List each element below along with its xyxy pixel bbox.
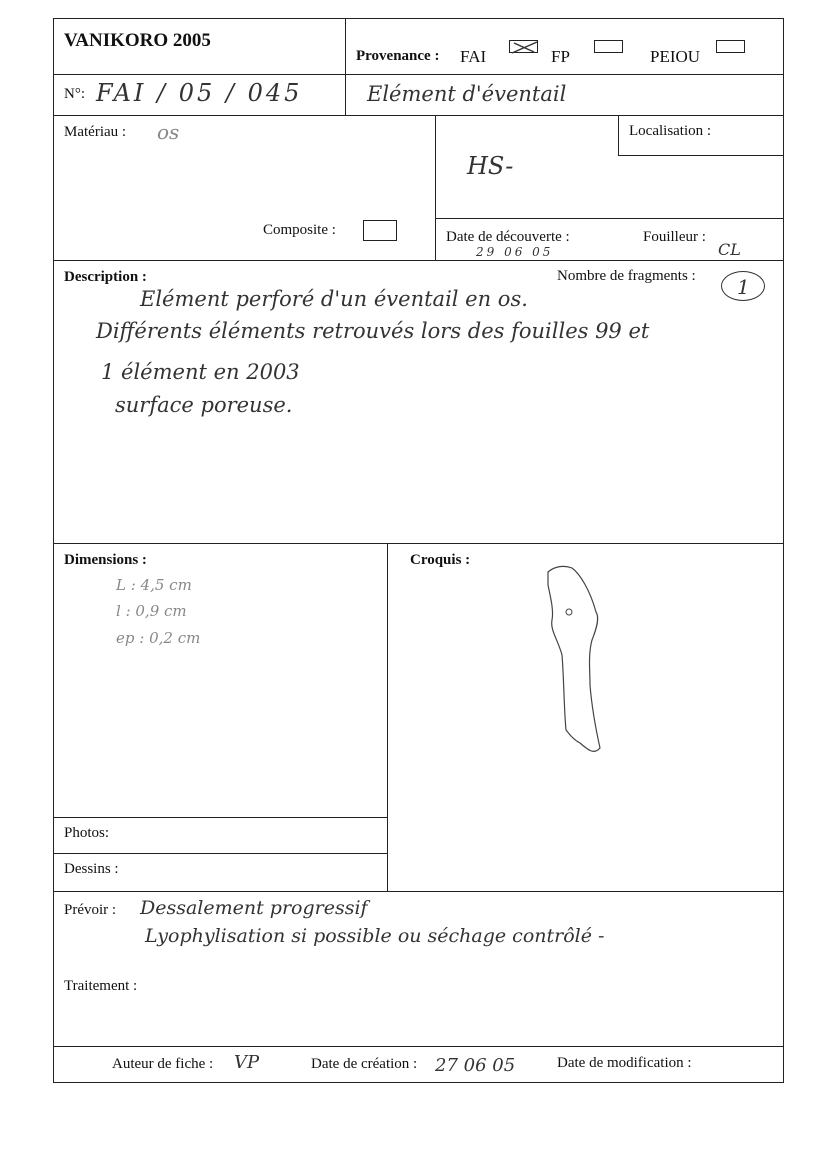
creation-value: 27 06 05 [435,1055,516,1076]
option-fai-label: FAI [460,47,487,66]
divider [435,218,784,219]
croquis-label: Croquis : [410,552,471,568]
creation-label: Date de création : [311,1056,418,1072]
record-number: FAI / 05 / 045 [96,79,303,107]
prevoir-label: Prévoir : [64,902,117,918]
description-line-1: Elément perforé d'un éventail en os. [140,287,528,311]
option-peiou-checkbox[interactable] [716,40,745,53]
photos-label: Photos: [64,825,110,841]
divider [53,891,784,892]
cross-mark-icon [510,41,539,54]
description-line-2: Différents éléments retrouvés lors des fouilles 99 et [96,319,650,343]
prevoir-line-1: Dessalement progressif [140,897,368,919]
dimensions-label: Dimensions : [64,552,147,568]
modification-label: Date de modification : [557,1055,692,1071]
auteur-label: Auteur de fiche : [112,1056,214,1072]
option-fai-checkbox[interactable] [509,40,538,53]
divider [53,817,387,818]
dimension-width: l : 0,9 cm [116,602,187,620]
object-name: Elément d'éventail [367,82,567,106]
localisation-label: Localisation : [629,123,712,139]
localisation-value: HS- [467,152,514,180]
divider [53,115,784,116]
option-fp-checkbox[interactable] [594,40,623,53]
divider [345,74,346,116]
fouilleur-label: Fouilleur : [643,229,706,245]
dimension-length: L : 4,5 cm [116,576,192,594]
divider [345,18,346,75]
divider [435,115,436,261]
divider [53,853,387,854]
divider [53,543,784,544]
divider [618,115,619,156]
divider [53,260,784,261]
decouverte-value: 29 06 05 [476,245,554,259]
record-form [53,18,784,1083]
divider [53,1046,784,1047]
auteur-value: VP [234,1052,260,1073]
prevoir-line-2: Lyophylisation si possible ou séchage contrôlé - [145,925,605,947]
materiau-label: Matériau : [64,124,127,140]
divider [387,543,388,892]
provenance-label: Provenance : [356,48,440,64]
option-peiou-label: PEIOU [650,47,701,66]
option-fp-label: FP [551,47,570,66]
description-line-4: surface poreuse. [115,393,293,417]
fragments-count: 1 [737,275,750,299]
composite-checkbox[interactable] [363,220,397,241]
materiau-value: os [157,120,180,144]
fragments-label: Nombre de fragments : [557,268,696,284]
description-label: Description : [64,269,147,285]
composite-label: Composite : [263,222,336,238]
number-label: N°: [64,86,85,102]
dessins-label: Dessins : [64,861,119,877]
description-line-3: 1 élément en 2003 [101,360,300,384]
sketch-drawing [530,560,610,760]
fouilleur-value: CL [718,240,741,259]
traitement-label: Traitement : [64,978,138,994]
dimension-thickness: ep : 0,2 cm [116,629,201,647]
form-title: VANIKORO 2005 [64,30,211,51]
divider [618,155,784,156]
divider [53,74,784,75]
decouverte-label: Date de découverte : [446,229,570,245]
